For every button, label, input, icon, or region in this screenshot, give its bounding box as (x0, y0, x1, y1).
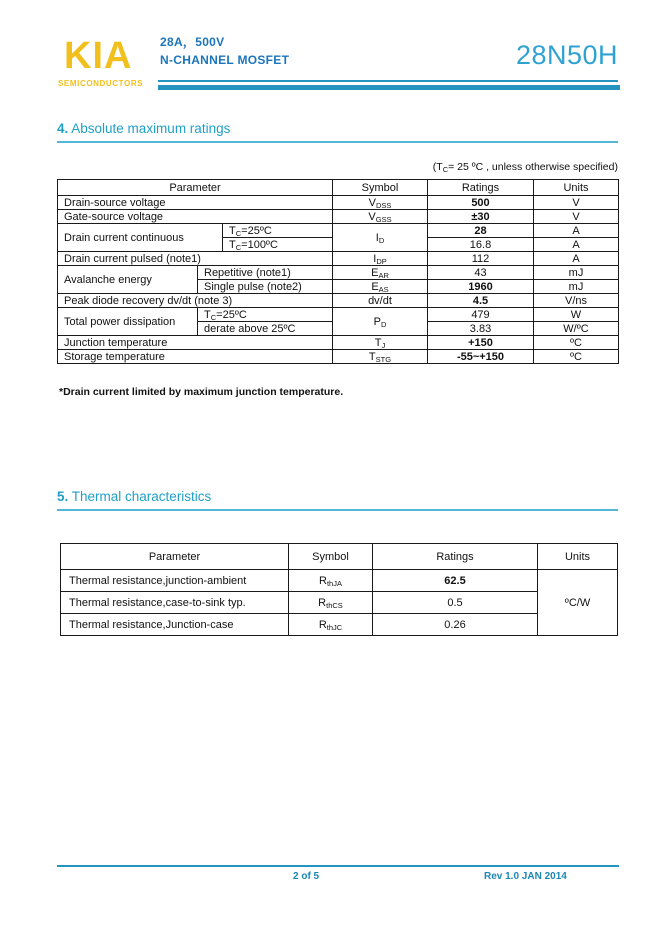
section-title: Thermal characteristics (68, 489, 212, 504)
column-header: Parameter (61, 544, 289, 570)
revision-label: Rev 1.0 JAN 2014 (484, 871, 567, 882)
table-row (58, 180, 619, 196)
table-cell: W (534, 308, 619, 322)
brand-tagline: SEMICONDUCTORS (58, 79, 144, 88)
table-cell: 112 (428, 252, 534, 266)
table-cell: $I_{DP}$ (333, 252, 428, 266)
table-cell: Storage temperature (58, 350, 333, 364)
table-cell: $V_{GSS}$ (333, 210, 428, 224)
table-row (58, 224, 619, 238)
table-row (58, 252, 619, 266)
table-cell: $E_{AR}$ (333, 266, 428, 280)
table-cell: 16.8 (428, 238, 534, 252)
table-cell: $T_C=25ºC$ (198, 308, 333, 322)
header-rule-thick (158, 85, 620, 90)
device-summary (160, 33, 289, 69)
table-cell: $R_{thJC}$ (289, 614, 373, 636)
column-header: Symbol (289, 544, 373, 570)
table-cell: $T_C=100ºC$ (223, 238, 333, 252)
table-cell: 1960 (428, 280, 534, 294)
part-number: 28N50H (515, 40, 618, 70)
table-cell: +150 (428, 336, 534, 350)
table-cell: 0.5 (373, 592, 538, 614)
table-row (58, 266, 619, 280)
table-cell: 28 (428, 224, 534, 238)
table-cell: $T_J$ (333, 336, 428, 350)
table-cell: $V_{DSS}$ (333, 196, 428, 210)
section-heading-thermal (57, 489, 618, 511)
page-number: 2 of 5 (293, 871, 320, 882)
table-cell: Repetitive (note1) (198, 266, 333, 280)
column-header: Parameter (58, 180, 333, 196)
table-cell: A (534, 224, 619, 238)
section-heading-abs-max (57, 121, 618, 143)
column-header: Ratings (373, 544, 538, 570)
table-cell: ºC (534, 336, 619, 350)
condition-note: ($T_C= 25$ ºC , unless otherwise specified) (432, 161, 618, 174)
table-cell: $I_D$ (333, 224, 428, 252)
table-cell: 4.5 (428, 294, 534, 308)
table-cell: $R_{thCS}$ (289, 592, 373, 614)
thermal-characteristics-table (60, 543, 618, 636)
table-row (58, 350, 619, 364)
table-cell: $P_D$ (333, 308, 428, 336)
section-title: Absolute maximum ratings (68, 121, 231, 136)
table-row (58, 210, 619, 224)
device-rating-line: 28A，500V (160, 35, 225, 49)
device-type-line: N-CHANNEL MOSFET (160, 53, 290, 67)
abs-max-ratings-table (57, 179, 619, 364)
table-cell: Gate-source voltage (58, 210, 333, 224)
abs-max-footnote: *Drain current limited by maximum junction temperature. (59, 386, 344, 398)
table-row (61, 544, 618, 570)
table-cell: Drain current pulsed (note1) (58, 252, 333, 266)
table-cell: Total power dissipation (58, 308, 198, 336)
table-row (58, 294, 619, 308)
table-cell: mJ (534, 266, 619, 280)
table-row (58, 196, 619, 210)
column-header: Units (538, 544, 618, 570)
column-header: Ratings (428, 180, 534, 196)
table-cell: V (534, 210, 619, 224)
header-rule-thin (158, 80, 618, 82)
table-cell: 43 (428, 266, 534, 280)
table-cell: $E_{AS}$ (333, 280, 428, 294)
table-cell: Thermal resistance,case-to-sink typ. (61, 592, 289, 614)
table-cell: derate above 25ºC (198, 322, 333, 336)
table-row (61, 592, 618, 614)
table-cell: $T_{STG}$ (333, 350, 428, 364)
footer-rule (57, 865, 619, 867)
table-cell: A (534, 238, 619, 252)
table-cell: dv/dt (333, 294, 428, 308)
table-cell: W/ºC (534, 322, 619, 336)
brand-name: KIA (64, 35, 133, 77)
table-cell: V (534, 196, 619, 210)
table-cell: -55~+150 (428, 350, 534, 364)
table-cell: ºC (534, 350, 619, 364)
table-cell: Thermal resistance,junction-ambient (61, 570, 289, 592)
table-cell: 62.5 (373, 570, 538, 592)
section-number: 5. (57, 489, 69, 504)
table-row (61, 570, 618, 592)
table-cell: V/ns (534, 294, 619, 308)
table-cell: Single pulse (note2) (198, 280, 333, 294)
table-cell: Junction temperature (58, 336, 333, 350)
table-cell: 0.26 (373, 614, 538, 636)
table-row (58, 308, 619, 322)
table-cell: Peak diode recovery dv/dt (note 3) (58, 294, 333, 308)
column-header: Symbol (333, 180, 428, 196)
table-cell: $T_C=25ºC$ (223, 224, 333, 238)
table-cell: ºC/W (538, 570, 618, 636)
table-row (61, 614, 618, 636)
table-cell: 479 (428, 308, 534, 322)
table-cell: Drain current continuous (58, 224, 223, 252)
table-cell: A (534, 252, 619, 266)
column-header: Units (534, 180, 619, 196)
table-cell: Avalanche energy (58, 266, 198, 294)
table-cell: 500 (428, 196, 534, 210)
table-cell: Drain-source voltage (58, 196, 333, 210)
table-cell: ±30 (428, 210, 534, 224)
table-cell: mJ (534, 280, 619, 294)
table-cell: Thermal resistance,Junction-case (61, 614, 289, 636)
brand-logo (58, 37, 143, 88)
table-cell: $R_{thJA}$ (289, 570, 373, 592)
table-cell: 3.83 (428, 322, 534, 336)
section-number: 4. (57, 121, 69, 136)
table-row (58, 336, 619, 350)
